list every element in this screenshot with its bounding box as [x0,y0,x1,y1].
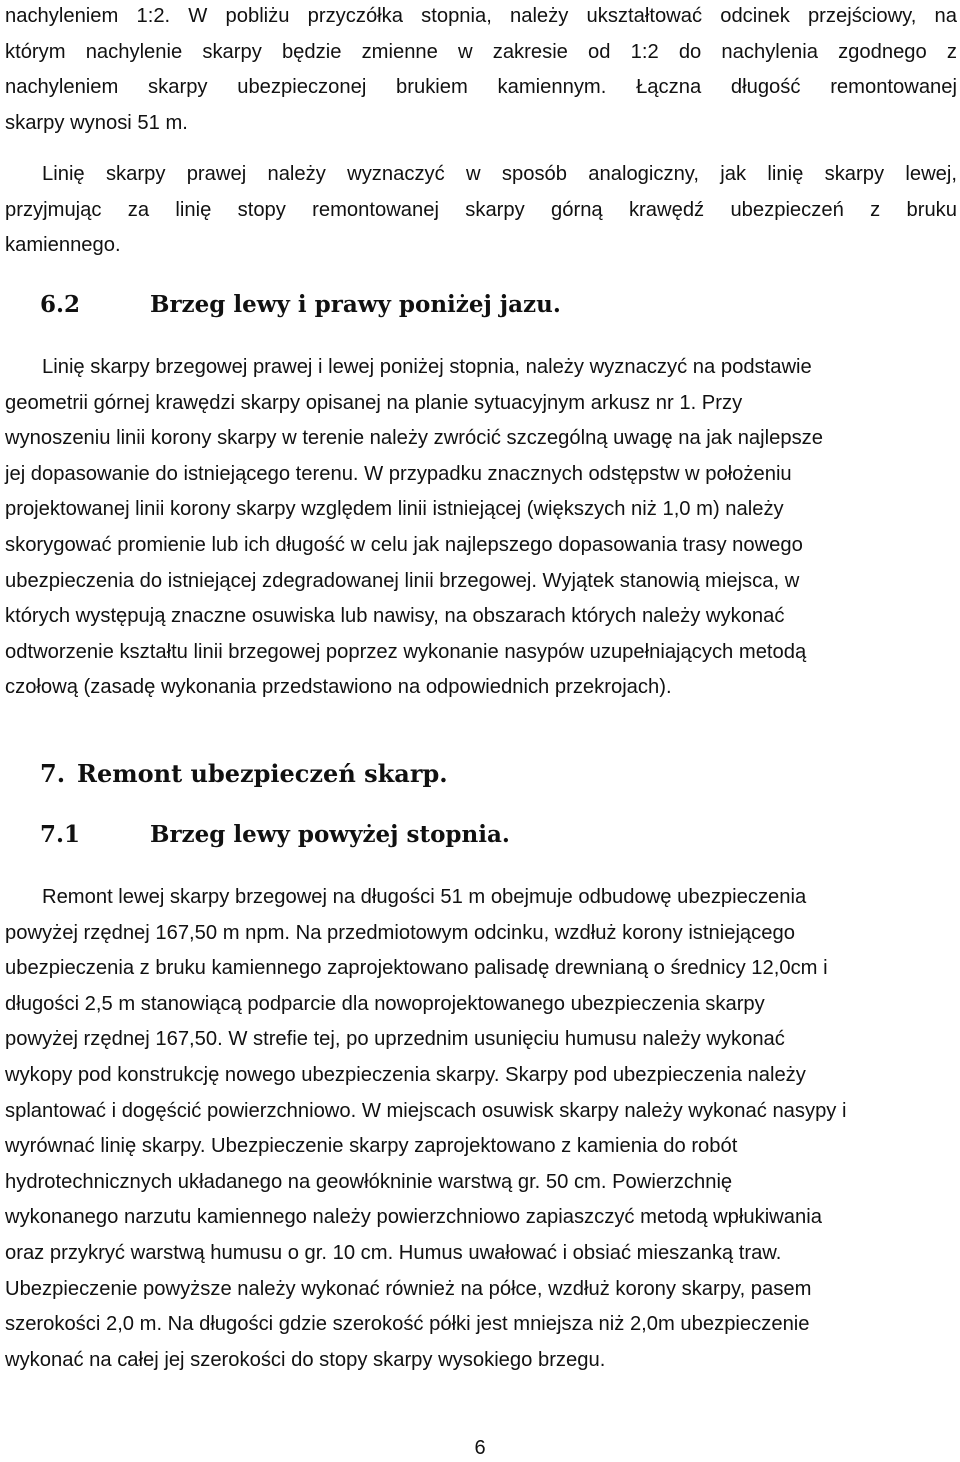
text-line: przyjmując za linię stopy remontowanej skarpy górną krawędź ubezpieczeń z bruku [5,198,957,221]
text-line: Linię skarpy prawej należy wyznaczyć w sposób analogiczny, jak linię skarpy lewej, [42,163,957,185]
text-line: Remont lewej skarpy brzegowej na długości 51 m obejmuje odbudowę ubezpieczenia [42,886,807,908]
section-number: 7.1 [40,821,81,848]
text-line: wykopy pod konstrukcję nowego ubezpieczenia skarpy. Skarpy pod ubezpieczenia należy [5,1063,806,1086]
section-title: Brzeg lewy powyżej stopnia. [150,821,510,848]
text-line: nachyleniem skarpy ubezpieczonej brukiem kamiennym. Łączna długość remontowanej [5,76,957,99]
text-line: Ubezpieczenie powyższe należy wykonać również na półce, wzdłuż korony skarpy, pasem [5,1277,812,1300]
paragraph-left-bank-repair [5,880,957,1378]
text-line: splantować i dogęścić powierzchniowo. W miejscach osuwisk skarpy należy wykonać nasypy i [5,1099,847,1122]
text-line: skorygować promienie lub ich długość w celu jak najlepszego dopasowania trasy nowego [5,533,803,556]
text-line: wykonać na całej jej szerokości do stopy skarpy wysokiego brzegu. [5,1348,606,1371]
page-number: 6 [474,1437,486,1459]
section-heading-7 [40,759,448,789]
paragraph-slope-transition [5,0,957,141]
text-line: powyżej rzędnej 167,50 m npm. Na przedmiotowym odcinku, wzdłuż korony istniejącego [5,921,795,944]
paragraph-right-slope-line [5,157,957,264]
text-line: Linię skarpy brzegowej prawej i lewej poniżej stopnia, należy wyznaczyć na podstawie [42,356,812,378]
section-heading-6-2 [40,290,561,320]
text-line: ubezpieczenia z bruku kamiennego zaprojektowano palisadę drewnianą o średnicy 12,0cm i [5,957,828,980]
section-number: 7. [40,759,66,788]
section-title: Brzeg lewy i prawy poniżej jazu. [150,291,561,318]
section-title: Remont ubezpieczeń skarp. [77,759,448,788]
text-line: ubezpieczenia do istniejącej zdegradowanej linii brzegowej. Wyjątek stanowią miejsca, w [5,569,800,592]
paragraph-below-weir [5,350,957,706]
text-line: skarpy wynosi 51 m. [5,111,188,134]
text-line: szerokości 2,0 m. Na długości gdzie szerokość półki jest mniejsza niż 2,0m ubezpieczenie [5,1313,810,1336]
text-line: kamiennego. [5,234,121,257]
text-line: których występują znaczne osuwiska lub nawisy, na obszarach których należy wykonać [5,605,785,628]
text-line: którym nachylenie skarpy będzie zmienne w zakresie od 1:2 do nachylenia zgodnego z [5,40,957,63]
text-line: nachyleniem 1:2. W pobliżu przyczółka stopnia, należy ukształtować odcinek przejściowy, na [5,5,957,27]
text-line: czołową (zasadę wykonania przedstawiono na odpowiednich przekrojach). [5,676,672,699]
text-line: projektowanej linii korony skarpy względem linii istniejącej (większych niż 1,0 m) należy [5,498,784,521]
text-line: jej dopasowanie do istniejącego terenu. W przypadku znacznych odstępstw w położeniu [5,462,792,485]
section-number: 6.2 [40,291,81,318]
text-line: powyżej rzędnej 167,50. W strefie tej, po uprzednim usunięciu humusu należy wykonać [5,1028,785,1051]
section-heading-7-1 [40,820,510,850]
text-line: oraz przykryć warstwą humusu o gr. 10 cm. Humus uwałować i obsiać mieszanką traw. [5,1241,782,1264]
text-line: wynoszeniu linii korony skarpy w terenie należy zwrócić szczególną uwagę na jak najlepsze [5,427,823,450]
text-line: wyrównać linię skarpy. Ubezpieczenie skarpy zaprojektowano z kamienia do robót [5,1135,738,1158]
text-line: geometrii górnej krawędzi skarpy opisanej na planie sytuacyjnym arkusz nr 1. Przy [5,391,743,414]
text-line: długości 2,5 m stanowiącą podparcie dla nowoprojektowanego ubezpieczenia skarpy [5,992,765,1015]
text-line: odtworzenie kształtu linii brzegowej poprzez wykonanie nasypów uzupełniających metodą [5,640,807,663]
text-line: hydrotechnicznych układanego na geowłókninie warstwą gr. 50 cm. Powierzchnię [5,1170,733,1193]
text-line: wykonanego narzutu kamiennego należy powierzchniowo zapiaszczyć metodą wpłukiwania [5,1206,822,1229]
